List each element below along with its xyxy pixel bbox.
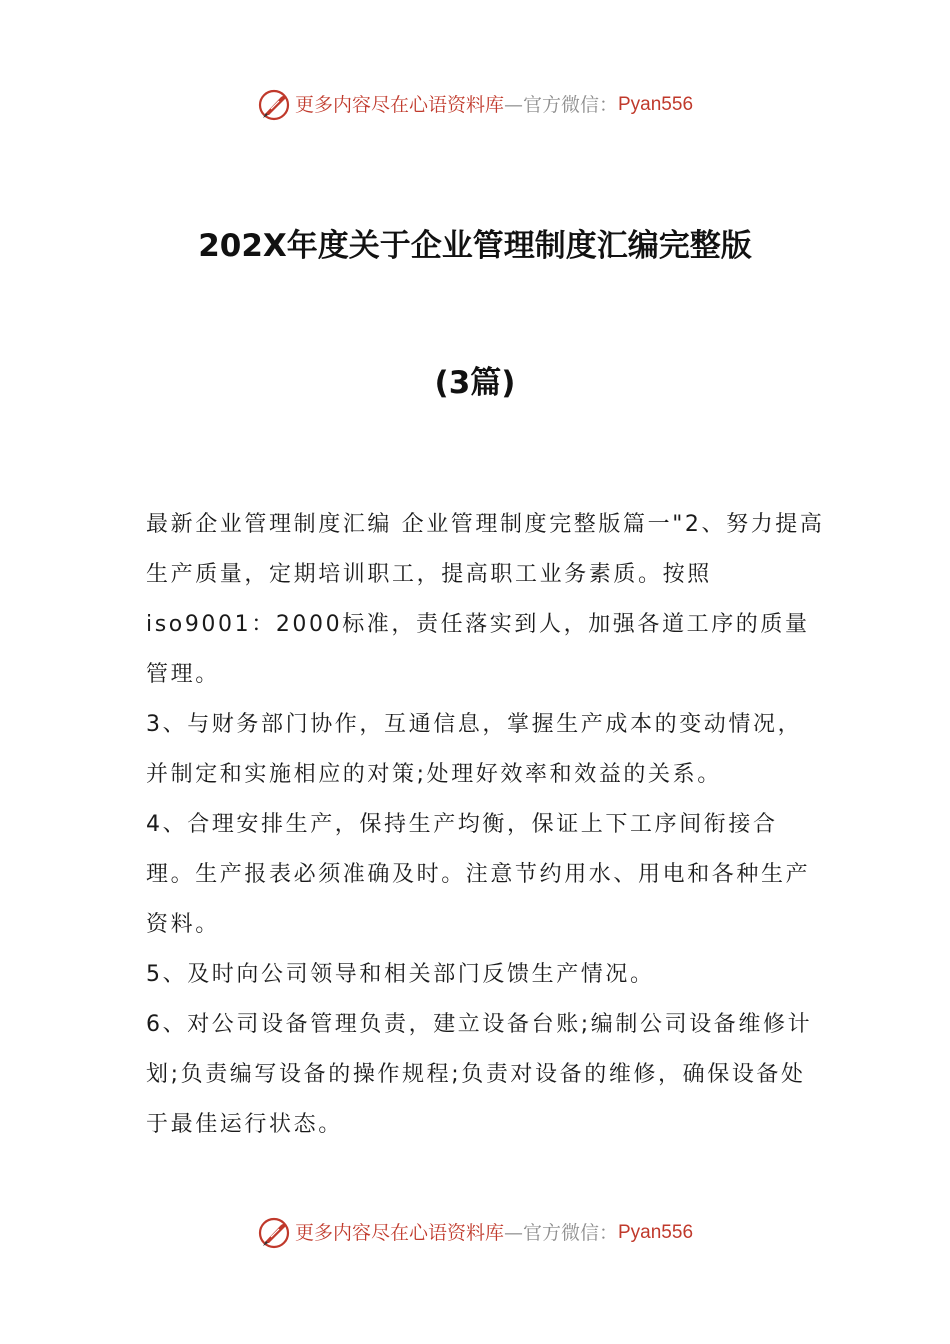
document-body [146,500,826,1150]
banner-promo-text: 更多内容尽在心语资料库 [294,94,504,116]
paragraph-2: 3、与财务部门协作，互通信息，掌握生产成本的变动情况，并制定和实施相应的对策;处理好效率和效益的关系。 [146,712,803,787]
banner-wechat-id: Pyan556 [618,1222,694,1243]
paragraph-1: 最新企业管理制度汇编 企业管理制度完整版篇一"2、努力提高生产质量，定期培训职工，提高职工业务素质。按照iso9001：2000标准，责任落实到人，加强各道工序的质量管理。 [146,512,825,687]
banner-official-label: 官方微信： [522,94,618,116]
footer-banner [0,1216,950,1250]
paragraph-4: 5、及时向公司领导和相关部门反馈生产情况。 [146,962,655,987]
banner-official-label: 官方微信： [522,1222,618,1244]
document-title: 202X年度关于企业管理制度汇编完整版 [198,228,752,264]
banner-promo-text: 更多内容尽在心语资料库 [294,1222,504,1244]
paragraph-3: 4、合理安排生产，保持生产均衡，保证上下工序间衔接合理。生产报表必须准确及时。注意节约用水、用电和各种生产资料。 [146,812,811,937]
header-banner [0,88,950,122]
document-subtitle: (3篇) [434,365,516,401]
banner-dash: — [503,1222,523,1244]
banner-wechat-id: Pyan556 [618,94,694,115]
quill-pen-logo-icon [257,88,291,122]
quill-pen-logo-icon [257,1216,291,1250]
paragraph-5: 6、对公司设备管理负责，建立设备台账;编制公司设备维修计划;负责编写设备的操作规程;负责对设备的维修，确保设备处于最佳运行状态。 [146,1012,813,1137]
banner-dash: — [503,94,523,116]
